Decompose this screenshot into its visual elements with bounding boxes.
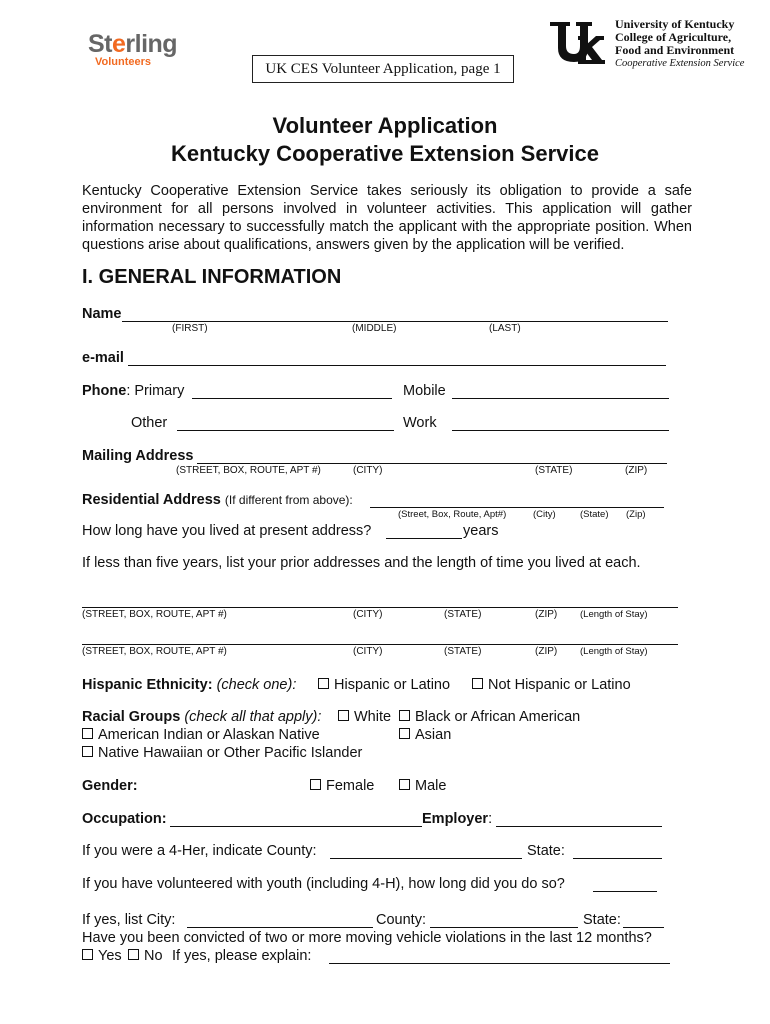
ifyes-city-field[interactable] — [187, 927, 373, 928]
mailing-street-caption: (STREET, BOX, ROUTE, APT #) — [176, 465, 321, 476]
howlong-years: years — [463, 523, 499, 539]
name-field[interactable] — [122, 321, 668, 322]
ifyes-city-label: If yes, list City: — [82, 912, 176, 928]
prior-street-caption-1: (STREET, BOX, ROUTE, APT #) — [82, 609, 227, 620]
sterling-logo: Sterling — [88, 30, 178, 58]
race-indian-option[interactable]: American Indian or Alaskan Native — [82, 727, 320, 743]
email-field[interactable] — [128, 365, 666, 366]
gender-female-option[interactable]: Female — [310, 778, 374, 794]
mailing-zip-caption: (ZIP) — [625, 465, 648, 476]
phone-other-field[interactable] — [177, 430, 394, 431]
convicted-yes-option[interactable]: Yes — [82, 948, 122, 964]
name-last-caption: (LAST) — [489, 323, 521, 334]
prior-zip-caption-1: (ZIP) — [535, 609, 558, 620]
prior-address-field-2[interactable] — [82, 644, 678, 645]
phone-primary-field[interactable] — [192, 398, 392, 399]
employer-field[interactable] — [496, 826, 662, 827]
prior-city-caption-1: (CITY) — [353, 609, 383, 620]
uk-logo-icon — [548, 18, 606, 66]
occupation-field[interactable] — [170, 826, 422, 827]
checkbox-icon[interactable] — [399, 728, 410, 739]
checkbox-icon[interactable] — [399, 779, 410, 790]
checkbox-icon[interactable] — [399, 710, 410, 721]
race-black-option[interactable]: Black or African American — [399, 709, 580, 725]
prior-state-caption-1: (STATE) — [444, 609, 482, 620]
racial-label: Racial Groups (check all that apply): — [82, 709, 322, 725]
race-white-option[interactable]: White — [338, 709, 391, 725]
residential-city-caption: (City) — [533, 509, 556, 520]
intro-paragraph: Kentucky Cooperative Extension Service takes seriously its obligation to provide a safe environment for all persons involved in volunteer activities. This application will gather information necessary to successfully match the applicant with the appropriate position. When questions arise about qualifications, answers given by the application will be verified. — [82, 183, 692, 253]
ifyes-county-field[interactable] — [430, 927, 578, 928]
race-hawaiian-option[interactable]: Native Hawaiian or Other Pacific Islander — [82, 745, 362, 761]
prior-city-caption-2: (CITY) — [353, 646, 383, 657]
email-label: e-mail — [82, 350, 124, 366]
checkbox-icon[interactable] — [338, 710, 349, 721]
name-label: Name — [82, 306, 122, 322]
howlong-label: How long have you lived at present address? — [82, 523, 372, 539]
checkbox-icon[interactable] — [472, 678, 483, 689]
name-middle-caption: (MIDDLE) — [352, 323, 397, 334]
phone-other-label: Other — [131, 415, 168, 431]
prior-state-caption-2: (STATE) — [444, 646, 482, 657]
prior-street-caption-2: (STREET, BOX, ROUTE, APT #) — [82, 646, 227, 657]
phone-mobile-label: Mobile — [403, 383, 446, 399]
fourh-state-label: State: — [527, 843, 565, 859]
prior-address-field-1[interactable] — [82, 607, 678, 608]
convicted-no-option[interactable]: No — [128, 948, 163, 964]
fourh-county-field[interactable] — [330, 858, 522, 859]
convicted-question: Have you been convicted of two or more moving vehicle violations in the last 12 months? — [82, 930, 652, 946]
mailing-address-label: Mailing Address — [82, 448, 194, 464]
hispanic-option[interactable]: Hispanic or Latino — [318, 677, 450, 693]
convicted-explain-label: If yes, please explain: — [172, 948, 312, 964]
fourh-state-field[interactable] — [573, 858, 662, 859]
checkbox-icon[interactable] — [82, 728, 93, 739]
page-subtitle: Kentucky Cooperative Extension Service — [171, 141, 599, 166]
ifyes-county-label: County: — [376, 912, 426, 928]
employer-label: Employer: — [422, 811, 493, 827]
residential-zip-caption: (Zip) — [626, 509, 646, 520]
checkbox-icon[interactable] — [82, 746, 93, 757]
phone-mobile-field[interactable] — [452, 398, 669, 399]
mailing-city-caption: (CITY) — [353, 465, 383, 476]
occupation-label: Occupation: — [82, 811, 167, 827]
convicted-explain-field[interactable] — [329, 963, 670, 964]
residential-street-caption: (Street, Box, Route, Apt#) — [398, 509, 507, 520]
uk-college-name: University of Kentucky College of Agriculture, Food and Environment Cooperative Extension Service — [615, 17, 745, 69]
gender-male-option[interactable]: Male — [399, 778, 446, 794]
ifyes-state-label: State: — [583, 912, 621, 928]
svg-text:UK: UK — [577, 65, 579, 66]
prior-stay-caption-1: (Length of Stay) — [580, 609, 648, 620]
phone-work-field[interactable] — [452, 430, 669, 431]
volunteered-label: If you have volunteered with youth (including 4-H), how long did you do so? — [82, 876, 565, 892]
hispanic-label: Hispanic Ethnicity: (check one): — [82, 677, 297, 693]
phone-label: Phone: Primary — [82, 383, 185, 399]
checkbox-icon[interactable] — [128, 949, 139, 960]
howlong-field[interactable] — [386, 538, 462, 539]
mailing-address-field[interactable] — [197, 463, 667, 464]
race-asian-option[interactable]: Asian — [399, 727, 451, 743]
residential-address-field[interactable] — [370, 507, 664, 508]
page-title: Volunteer Application — [272, 113, 498, 138]
residential-state-caption: (State) — [580, 509, 609, 520]
volunteered-field[interactable] — [593, 891, 657, 892]
checkbox-icon[interactable] — [82, 949, 93, 960]
prior-zip-caption-2: (ZIP) — [535, 646, 558, 657]
page-label: UK CES Volunteer Application, page 1 — [252, 55, 514, 83]
prior-address-instruction: If less than five years, list your prior addresses and the length of time you lived at each. — [82, 555, 641, 571]
section-heading: I. GENERAL INFORMATION — [82, 266, 342, 288]
checkbox-icon[interactable] — [318, 678, 329, 689]
residential-address-label: Residential Address (If different from above): — [82, 492, 353, 508]
sterling-logo-subtitle: Volunteers — [95, 56, 152, 68]
fourh-county-label: If you were a 4-Her, indicate County: — [82, 843, 317, 859]
not-hispanic-option[interactable]: Not Hispanic or Latino — [472, 677, 631, 693]
mailing-state-caption: (STATE) — [535, 465, 573, 476]
checkbox-icon[interactable] — [310, 779, 321, 790]
gender-label: Gender: — [82, 778, 138, 794]
ifyes-state-field[interactable] — [623, 927, 664, 928]
name-first-caption: (FIRST) — [172, 323, 208, 334]
phone-work-label: Work — [403, 415, 437, 431]
prior-stay-caption-2: (Length of Stay) — [580, 646, 648, 657]
